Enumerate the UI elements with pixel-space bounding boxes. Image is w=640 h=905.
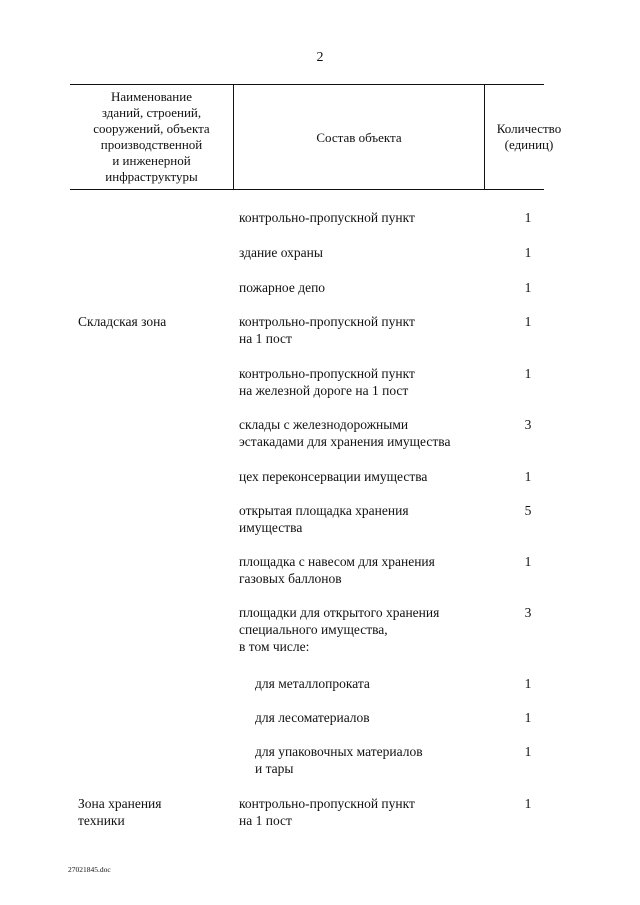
object-item: пожарное депо [239, 280, 326, 295]
page-number: 2 [316, 50, 324, 65]
object-item: для металлопроката [255, 676, 370, 691]
object-item: контрольно-пропускной пункт [239, 210, 415, 225]
object-item: контрольно-пропускной пункт на 1 пост [239, 314, 415, 346]
quantity-value: 1 [524, 676, 532, 691]
quantity-value: 1 [524, 366, 532, 381]
header-quantity: Количество (единиц) [496, 121, 562, 152]
quantity-value: 3 [524, 417, 532, 432]
zone-name: Складская зона [78, 314, 167, 329]
quantity-value: 1 [524, 554, 532, 569]
quantity-value: 5 [524, 503, 532, 518]
quantity-value: 3 [524, 605, 532, 620]
quantity-value: 1 [524, 280, 532, 295]
footer-filename: 27021845.doc [68, 865, 111, 874]
quantity-value: 1 [524, 744, 532, 759]
header-bottom-border [70, 189, 544, 190]
object-item: здание охраны [239, 245, 323, 260]
zone-name: Зона хранения техники [78, 796, 162, 828]
quantity-value: 1 [524, 314, 532, 329]
quantity-value: 1 [524, 796, 532, 811]
quantity-value: 1 [524, 245, 532, 260]
table-top-border [70, 84, 544, 85]
object-item: цех переконсервации имущества [239, 469, 428, 484]
object-item: для упаковочных материалов и тары [255, 744, 423, 776]
quantity-value: 1 [524, 710, 532, 725]
object-item: контрольно-пропускной пункт на железной дороге на 1 пост [239, 366, 415, 398]
object-item: контрольно-пропускной пункт на 1 пост [239, 796, 415, 828]
object-item: площадки для открытого хранения специального имущества, в том числе: [239, 605, 440, 654]
object-item: площадка с навесом для хранения газовых баллонов [239, 554, 435, 586]
object-item: открытая площадка хранения имущества [239, 503, 409, 535]
header-composition: Состав объекта [316, 130, 402, 145]
quantity-value: 1 [524, 469, 532, 484]
object-item: склады с железнодорожными эстакадами для хранения имущества [239, 417, 451, 449]
header-name: Наименование зданий, строений, сооружений, объекта производственной и инженерной инфраструктуры [93, 89, 210, 184]
quantity-value: 1 [524, 210, 532, 225]
object-item: для лесоматериалов [255, 710, 370, 725]
